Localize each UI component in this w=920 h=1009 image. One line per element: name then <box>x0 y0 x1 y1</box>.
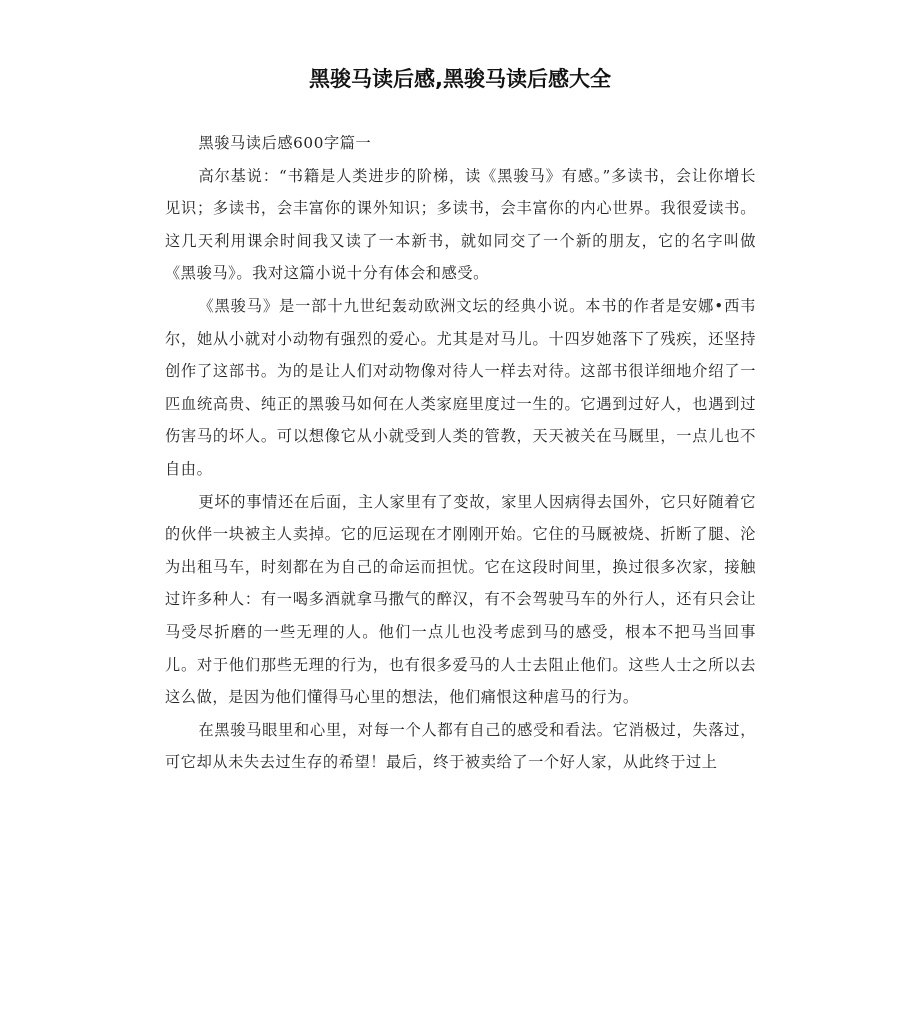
paragraph: 在黑骏马眼里和心里，对每一个人都有自己的感受和看法。它消极过，失落过，可它却从未失去过生存的希望！最后，终于被卖给了一个好人家，从此终于过上 <box>165 720 756 772</box>
paragraph: 《黑骏马》是一部十九世纪轰动欧洲文坛的经典小说。本书的作者是安娜•西韦尔，她从小就对小动物有强烈的爱心。尤其是对马儿。十四岁她落下了残疾，还坚持创作了这部书。为的是让人们对动物像对待人一样去对待。这部书很详细地介绍了一匹血统高贵、纯正的黑骏马如何在人类家庭里度过一生的。它遇到过好人，也遇到过伤害马的坏人。可以想像它从小就受到人类的管教，天天被关在马厩里，一点儿也不自由。 <box>165 296 756 478</box>
paragraph: 更坏的事情还在后面，主人家里有了变故，家里人因病得去国外，它只好随着它的伙伴一块被主人卖掉。它的厄运现在才刚刚开始。它住的马厩被烧、折断了腿、沦为出租马车，时刻都在为自己的命运而担忧。它在这段时间里，换过很多次家，接触过许多种人：有一喝多酒就拿马撒气的醉汉，有不会驾驶马车的外行人，还有只会让马受尽折磨的一些无理的人。他们一点儿也没考虑到马的感受，根本不把马当回事儿。对于他们那些无理的行为，也有很多爱马的人士去阻止他们。这些人士之所以去这么做，是因为他们懂得马心里的想法，他们痛恨这种虐马的行为。 <box>165 492 756 707</box>
document-body <box>165 127 756 779</box>
document-title: 黑骏马读后感,黑骏马读后感大全 <box>309 67 611 91</box>
section-heading: 黑骏马读后感600字篇一 <box>198 134 372 152</box>
paragraph: 高尔基说：“书籍是人类进步的阶梯，读《黑骏马》有感。”多读书，会让你增长见识；多读书，会丰富你的课外知识；多读书，会丰富你的内心世界。我很爱读书。这几天利用课余时间我又读了一本新书，就如同交了一个新的朋友，它的名字叫做《黑骏马》。我对这篇小说十分有体会和感受。 <box>165 166 756 283</box>
